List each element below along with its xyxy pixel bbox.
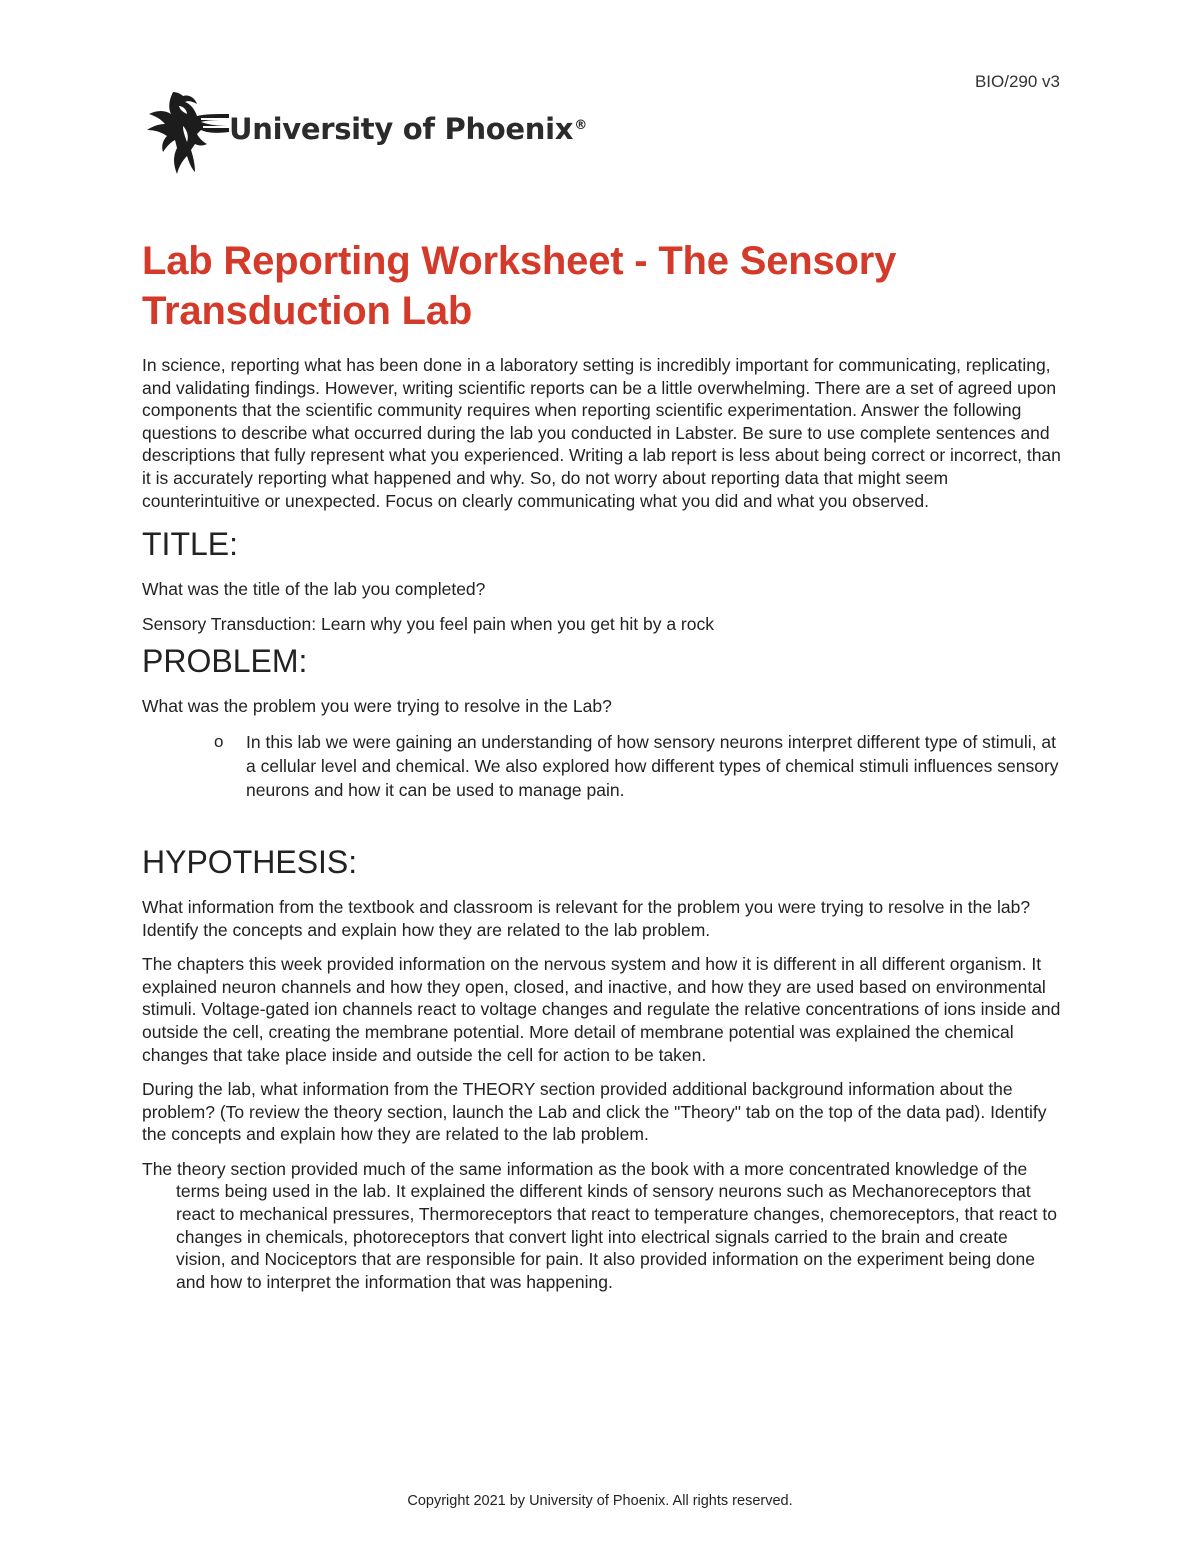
worksheet-body: [142, 236, 1062, 1293]
bullet-icon: o: [214, 731, 224, 751]
hypothesis-answer-2: The theory section provided much of the same information as the book with a more concentrated knowledge of the terms being used in the lab. It explained the different kinds of sensory neurons such as Mechanoreceptors that react to mechanical pressures, Thermoreceptors that react to temperature changes, chemoreceptors, that react to changes in chemicals, photoreceptors that convert light into electrical signals carried to the brain and create vision, and Nociceptors that are responsible for pain. It also provided information on the experiment being done and how to interpret the information that was happening.: [142, 1158, 1057, 1292]
title-section: [142, 524, 1062, 635]
title-question: What was the title of the lab you completed?: [142, 579, 486, 600]
list-item: [214, 730, 1062, 802]
problem-heading: PROBLEM:: [142, 643, 308, 680]
problem-question: What was the problem you were trying to resolve in the Lab?: [142, 696, 612, 717]
hypothesis-heading: HYPOTHESIS:: [142, 843, 358, 880]
intro-paragraph: In science, reporting what has been done in a laboratory setting is incredibly important for communicating, replicating, and validating findings. However, writing scientific reports can be a little overwhelming. There are a set of agreed upon components that the scientific community requires when reporting scientific experimentation. Answer the following questions to describe what occurred during the lab you conducted in Labster. Be sure to use complete sentences and descriptions that fully represent what you experienced. Writing a lab report is less about being correct or incorrect, than it is accurately reporting what happened and why. So, do not worry about reporting data that might seem counterintuitive or unexpected. Focus on clearly communicating what you did and what you observed.: [142, 355, 1061, 511]
problem-answer: In this lab we were gaining an understanding of how sensory neurons interpret different type of stimuli, at a cellular level and chemical. We also explored how different types of chemical stimuli influences sensory neurons and how it can be used to manage pain.: [246, 731, 1059, 800]
page-title: Lab Reporting Worksheet - The Sensory Transduction Lab: [142, 239, 897, 333]
hypothesis-question-2: During the lab, what information from the THEORY section provided additional background information about the problem? (To review the theory section, launch the Lab and click the "Theory" tab on the top of the data pad). Identify the concepts and explain how they are related to the lab problem.: [142, 1079, 1047, 1145]
university-logo: [143, 86, 587, 178]
hypothesis-answer-1: The chapters this week provided information on the nervous system and how it is different in all different organism. It explained neuron channels and how they open, closed, and inactive, and how they are used based on environmental stimuli. Voltage-gated ion channels react to voltage changes and regulate the relative concentrations of ions inside and outside the cell, creating the membrane potential. More detail of membrane potential was explained the chemical changes that take place inside and outside the cell for action to be taken.: [142, 954, 1061, 1065]
phoenix-bird-icon: [143, 86, 231, 178]
hypothesis-question-1: What information from the textbook and classroom is relevant for the problem you were trying to resolve in the lab? Identify the concepts and explain how they are related to the lab problem.: [142, 896, 1031, 940]
problem-section: [142, 641, 1062, 802]
title-heading: TITLE:: [142, 526, 239, 563]
logo-wordmark: University of Phoenix®: [229, 112, 587, 146]
copyright-footer: Copyright 2021 by University of Phoenix. All rights reserved.: [407, 1493, 793, 1509]
title-answer: Sensory Transduction: Learn why you feel pain when you get hit by a rock: [142, 613, 714, 634]
hypothesis-section: [142, 842, 1062, 1294]
course-code: BIO/290 v3: [974, 72, 1060, 91]
problem-answer-list: [142, 730, 1062, 802]
registered-mark: ®: [574, 118, 587, 133]
